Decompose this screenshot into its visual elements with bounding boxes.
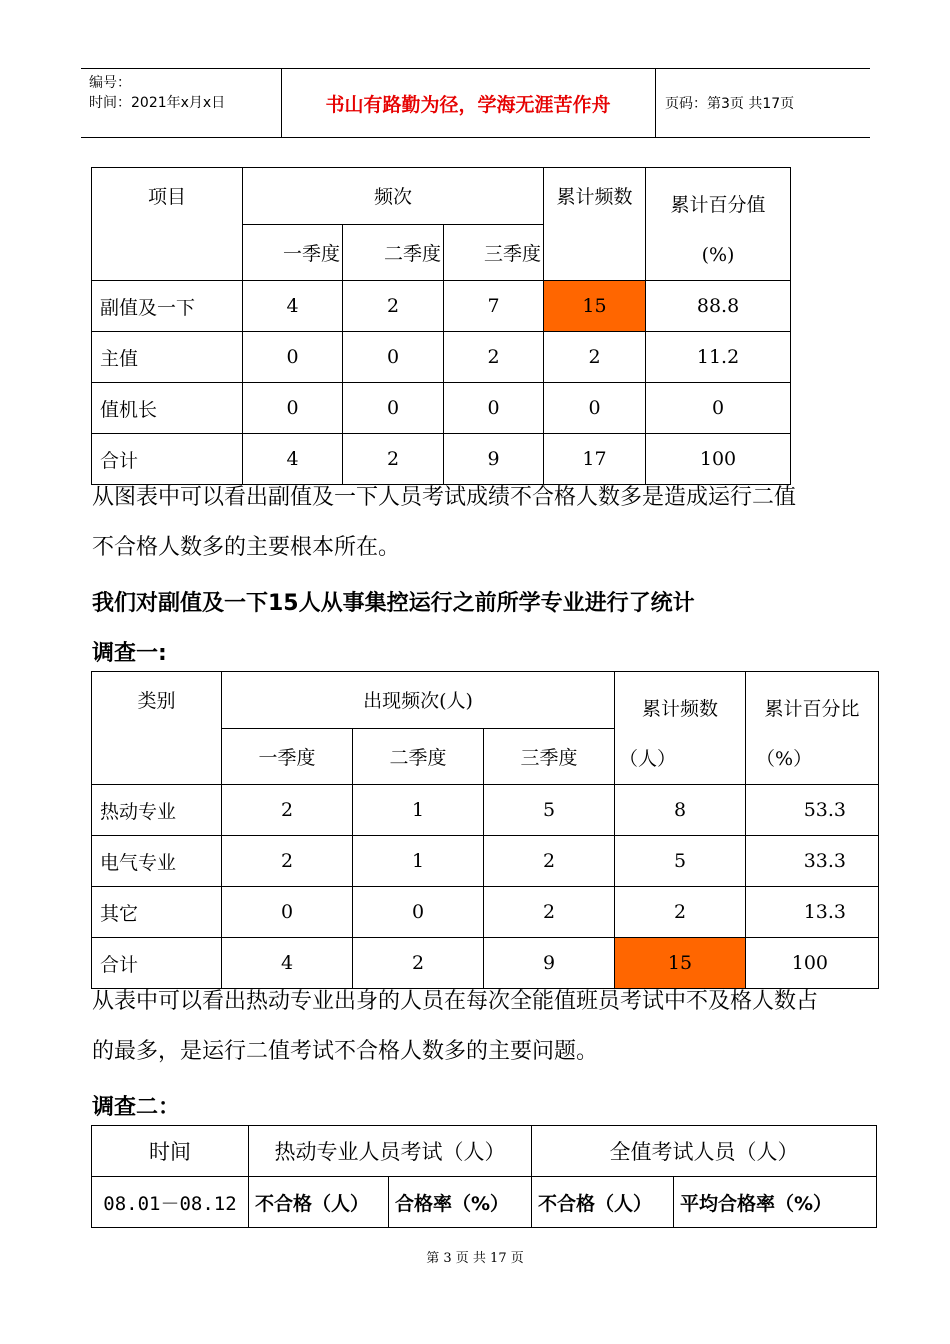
page-header xyxy=(81,68,870,138)
cell: 0 xyxy=(222,887,353,938)
cell: 0 xyxy=(353,887,484,938)
row-label: 其它 xyxy=(92,887,222,938)
header-percent-unit: （%） xyxy=(756,748,813,770)
cell: 2 xyxy=(484,887,615,938)
row-label: 副值及一下 xyxy=(92,281,243,332)
header-q3: 三季度 xyxy=(484,728,615,785)
header-time: 时间 xyxy=(92,1126,249,1177)
header-percent xyxy=(646,168,791,281)
cell: 4 xyxy=(243,281,343,332)
cell: 2 xyxy=(444,332,544,383)
cell: 2 xyxy=(343,434,444,485)
cell: 9 xyxy=(484,938,615,989)
header-percent-label: 累计百分比 xyxy=(764,698,860,720)
paragraph: 的最多，是运行二值考试不合格人数多的主要问题。 xyxy=(92,1039,599,1064)
cell: 0 xyxy=(444,383,544,434)
cell: 100 xyxy=(746,938,879,989)
cell: 9 xyxy=(444,434,544,485)
cell: 0 xyxy=(544,383,646,434)
cell: 1 xyxy=(353,785,484,836)
header-q2: 二季度 xyxy=(343,224,444,281)
cell: 11.2 xyxy=(646,332,791,383)
cell: 2 xyxy=(343,281,444,332)
header-meta xyxy=(89,73,225,113)
cell: 0 xyxy=(646,383,791,434)
header-q3: 三季度 xyxy=(444,224,544,281)
row-label: 值机长 xyxy=(92,383,243,434)
table-row xyxy=(92,383,791,434)
header-cumulative: 累计频数 xyxy=(544,168,646,281)
cell: 8 xyxy=(615,785,746,836)
header-cumulative-label: 累计频数 xyxy=(642,698,719,720)
page-footer: 第 3 页 共 17 页 xyxy=(426,1251,524,1266)
table-row xyxy=(92,938,879,989)
row-label: 热动专业 xyxy=(92,785,222,836)
header-motto: 书山有路勤为径，学海无涯苦作舟 xyxy=(325,93,611,116)
cell: 4 xyxy=(222,938,353,989)
header-percent xyxy=(746,672,879,785)
header-thermal-exam: 热动专业人员考试（人） xyxy=(249,1126,532,1177)
row-label: 主值 xyxy=(92,332,243,383)
cell: 2 xyxy=(615,887,746,938)
header-q2: 二季度 xyxy=(353,728,484,785)
header-frequency: 出现频次(人) xyxy=(222,672,615,729)
cell: 17 xyxy=(544,434,646,485)
survey-title: 调查一: xyxy=(92,641,167,666)
cell: 0 xyxy=(243,383,343,434)
major-table xyxy=(91,671,879,989)
cell: 0 xyxy=(243,332,343,383)
table-row xyxy=(92,281,791,332)
cell: 88.8 xyxy=(646,281,791,332)
table-row xyxy=(92,332,791,383)
header-pass-rate: 合格率（%） xyxy=(389,1177,532,1228)
number-label: 编号： xyxy=(89,75,131,91)
cell: 0 xyxy=(343,332,444,383)
exam-level-table xyxy=(91,167,791,485)
paragraph: 从图表中可以看出副值及一下人员考试成绩不合格人数多是造成运行二值 xyxy=(92,485,797,510)
header-avg-pass-rate: 平均合格率（%） xyxy=(674,1177,877,1228)
highlighted-cell: 15 xyxy=(544,281,646,332)
header-q1: 一季度 xyxy=(222,728,353,785)
table-row xyxy=(92,887,879,938)
cell: 4 xyxy=(243,434,343,485)
cell: 7 xyxy=(444,281,544,332)
highlighted-cell: 15 xyxy=(615,938,746,989)
cell: 1 xyxy=(353,836,484,887)
cell: 2 xyxy=(222,836,353,887)
cell: 2 xyxy=(484,836,615,887)
header-divider xyxy=(655,69,656,137)
date-range: 08.01－08.12 xyxy=(92,1177,249,1228)
paragraph: 从表中可以看出热动专业出身的人员在每次全能值班员考试中不及格人数占 xyxy=(92,989,819,1014)
section-heading: 我们对副值及一下15人从事集控运行之前所学专业进行了统计 xyxy=(92,591,695,616)
cell: 33.3 xyxy=(746,836,879,887)
cell: 53.3 xyxy=(746,785,879,836)
cell: 2 xyxy=(222,785,353,836)
survey-title: 调查二： xyxy=(92,1095,181,1120)
table-row xyxy=(92,785,879,836)
exam-comparison-table xyxy=(91,1125,877,1228)
header-percent-label: 累计百分值 xyxy=(670,194,766,216)
cell: 5 xyxy=(615,836,746,887)
cell: 13.3 xyxy=(746,887,879,938)
time-label: 时间：2021年x月x日 xyxy=(89,95,226,111)
header-fail: 不合格（人） xyxy=(249,1177,389,1228)
row-label: 电气专业 xyxy=(92,836,222,887)
row-label: 合计 xyxy=(92,938,222,989)
row-label: 合计 xyxy=(92,434,243,485)
cell: 2 xyxy=(353,938,484,989)
paragraph: 不合格人数多的主要根本所在。 xyxy=(92,535,401,560)
header-item: 项目 xyxy=(92,168,243,281)
header-frequency: 频次 xyxy=(243,168,544,225)
header-percent-unit: (%) xyxy=(701,244,735,266)
cell: 0 xyxy=(343,383,444,434)
header-divider xyxy=(281,69,282,137)
header-q1: 一季度 xyxy=(243,224,343,281)
table-row xyxy=(92,836,879,887)
header-cumulative xyxy=(615,672,746,785)
header-category: 类别 xyxy=(92,672,222,785)
header-cumulative-unit: （人） xyxy=(619,748,677,770)
header-all-exam: 全值考试人员（人） xyxy=(532,1126,877,1177)
cell: 2 xyxy=(544,332,646,383)
cell: 100 xyxy=(646,434,791,485)
table-row xyxy=(92,434,791,485)
cell: 5 xyxy=(484,785,615,836)
page-label: 页码：第3页 共17页 xyxy=(665,96,795,112)
header-fail-all: 不合格（人） xyxy=(532,1177,674,1228)
